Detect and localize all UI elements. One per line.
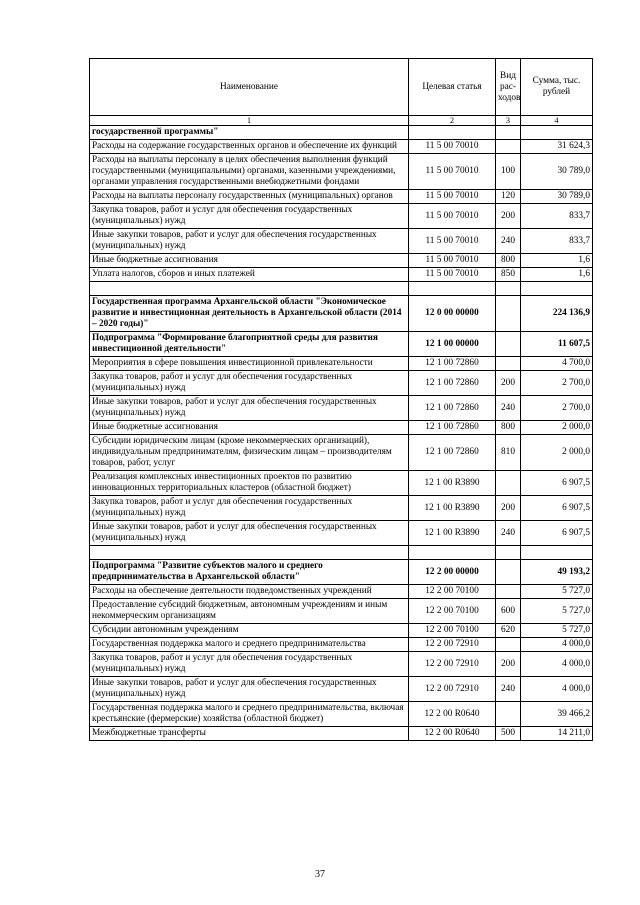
row-target-article-cell: 12 2 00 00000 [409,560,496,585]
row-sum-cell: 30 789,0 [521,154,593,190]
row-target-article-cell: 12 2 00 R0640 [409,727,496,741]
row-expense-type-cell: 600 [496,599,521,624]
row-sum-cell: 5 727,0 [521,599,593,624]
column-number: 4 [521,116,593,126]
row-name-cell: Расходы на выплаты персоналу в целях обеспечения выполнения функций государственными (муниципальными) органами, казенными учреждениями, органами управления государственными внебюджетными фондами [90,154,409,190]
row-name-cell: Субсидии автономным учреждениям [90,624,409,638]
row-sum-cell [521,126,593,140]
row-target-article-cell: 12 2 00 72910 [409,638,496,652]
row-name-cell: Мероприятия в сфере повышения инвестиционной привлекательности [90,357,409,371]
table-row [90,677,593,702]
row-sum-cell: 6 907,5 [521,496,593,521]
row-target-article-cell [409,546,496,560]
row-name-cell: Иные закупки товаров, работ и услуг для обеспечения государственных (муниципальных) нужд [90,229,409,254]
column-number-row [90,116,593,126]
table-row [90,371,593,396]
row-sum-cell: 2 000,0 [521,435,593,471]
column-number: 1 [90,116,409,126]
row-name-cell: Государственная программа Архангельской области "Экономическое развитие и инвестиционная деятельность в Архангельской области (2014 – 2020 годы)" [90,296,409,332]
row-expense-type-cell: 120 [496,190,521,204]
table-row [90,585,593,599]
row-expense-type-cell: 240 [496,229,521,254]
row-sum-cell: 4 000,0 [521,638,593,652]
row-expense-type-cell: 850 [496,268,521,282]
table-row [90,599,593,624]
page-number: 37 [315,869,325,880]
table-row [90,254,593,268]
row-name-cell: Субсидии юридическим лицам (кроме некоммерческих организаций), индивидуальным предпринимателям, физическим лицам – производителям товаров, работ, услуг [90,435,409,471]
row-name-cell: Иные бюджетные ассигнования [90,421,409,435]
table-row [90,638,593,652]
row-target-article-cell [409,282,496,296]
row-target-article-cell: 12 2 00 70100 [409,585,496,599]
row-name-cell: Межбюджетные трансферты [90,727,409,741]
table-row [90,332,593,357]
row-name-cell: Подпрограмма "Формирование благоприятной среды для развития инвестиционной деятельности" [90,332,409,357]
row-expense-type-cell: 100 [496,154,521,190]
column-number: 2 [409,116,496,126]
row-expense-type-cell [496,357,521,371]
row-target-article-cell: 12 2 00 72910 [409,677,496,702]
row-sum-cell: 4 000,0 [521,677,593,702]
row-target-article-cell [409,126,496,140]
row-expense-type-cell: 200 [496,652,521,677]
budget-table [89,58,593,741]
table-row [90,496,593,521]
row-target-article-cell: 11 5 00 70010 [409,229,496,254]
table-row [90,154,593,190]
row-sum-cell: 4 000,0 [521,652,593,677]
row-sum-cell: 5 727,0 [521,585,593,599]
row-target-article-cell: 12 2 00 72910 [409,652,496,677]
row-target-article-cell: 12 0 00 00000 [409,296,496,332]
row-sum-cell: 4 700,0 [521,357,593,371]
row-name-cell: Подпрограмма "Развитие субъектов малого и среднего предпринимательства в Архангельской области" [90,560,409,585]
row-target-article-cell: 12 1 00 72860 [409,371,496,396]
row-target-article-cell: 11 5 00 70010 [409,254,496,268]
budget-table-container [89,58,592,741]
row-name-cell: Расходы на выплаты персоналу государственных (муниципальных) органов [90,190,409,204]
row-sum-cell: 39 466,2 [521,702,593,727]
row-name-cell: Закупка товаров, работ и услуг для обеспечения государственных (муниципальных) нужд [90,204,409,229]
row-target-article-cell: 11 5 00 70010 [409,268,496,282]
table-row [90,471,593,496]
row-expense-type-cell [496,332,521,357]
row-expense-type-cell [496,296,521,332]
row-target-article-cell: 12 1 00 72860 [409,421,496,435]
row-sum-cell: 2 000,0 [521,421,593,435]
row-name-cell [90,546,409,560]
table-row [90,560,593,585]
row-expense-type-cell: 800 [496,254,521,268]
row-name-cell: Иные закупки товаров, работ и услуг для обеспечения государственных (муниципальных) нужд [90,521,409,546]
row-sum-cell [521,546,593,560]
table-row [90,268,593,282]
row-name-cell: Иные закупки товаров, работ и услуг для обеспечения государственных (муниципальных) нужд [90,396,409,421]
row-expense-type-cell [496,638,521,652]
row-name-cell: Закупка товаров, работ и услуг для обеспечения государственных (муниципальных) нужд [90,496,409,521]
row-target-article-cell: 12 1 00 00000 [409,332,496,357]
row-sum-cell: 30 789,0 [521,190,593,204]
row-name-cell [90,282,409,296]
row-target-article-cell: 11 5 00 70010 [409,204,496,229]
row-expense-type-cell: 200 [496,371,521,396]
row-expense-type-cell: 200 [496,496,521,521]
header-target-article: Целевая статья [409,59,496,116]
row-name-cell: Реализация комплексных инвестиционных проектов по развитию инновационных территориальных кластеров (областной бюджет) [90,471,409,496]
table-row [90,357,593,371]
row-expense-type-cell: 240 [496,521,521,546]
row-expense-type-cell [496,126,521,140]
row-target-article-cell: 11 5 00 70010 [409,190,496,204]
table-row [90,229,593,254]
table-row [90,421,593,435]
table-row [90,702,593,727]
row-target-article-cell: 11 5 00 70010 [409,154,496,190]
table-row [90,727,593,741]
row-sum-cell: 833,7 [521,204,593,229]
row-expense-type-cell: 500 [496,727,521,741]
row-sum-cell: 5 727,0 [521,624,593,638]
table-row [90,190,593,204]
row-sum-cell: 1,6 [521,254,593,268]
row-name-cell: Расходы на содержание государственных органов и обеспечение их функций [90,140,409,154]
row-name-cell: Предоставление субсидий бюджетным, автономным учреждениям и иным некоммерческим организациям [90,599,409,624]
row-name-cell: Расходы на обеспечение деятельности подведомственных учреждений [90,585,409,599]
row-name-cell: Государственная поддержка малого и среднего предпринимательства [90,638,409,652]
table-row [90,652,593,677]
row-expense-type-cell: 800 [496,421,521,435]
row-target-article-cell: 12 1 00 72860 [409,435,496,471]
table-row [90,140,593,154]
row-name-cell: государственной программы" [90,126,409,140]
column-number: 3 [496,116,521,126]
row-name-cell: Закупка товаров, работ и услуг для обеспечения государственных (муниципальных) нужд [90,652,409,677]
row-expense-type-cell: 810 [496,435,521,471]
row-target-article-cell: 12 1 00 R3890 [409,471,496,496]
row-sum-cell: 1,6 [521,268,593,282]
row-target-article-cell: 12 2 00 70100 [409,599,496,624]
row-expense-type-cell [496,471,521,496]
row-expense-type-cell [496,282,521,296]
row-expense-type-cell [496,585,521,599]
row-sum-cell: 2 700,0 [521,396,593,421]
header-sum: Сумма, тыс. рублей [521,59,593,116]
row-expense-type-cell [496,140,521,154]
row-name-cell: Иные закупки товаров, работ и услуг для обеспечения государственных (муниципальных) нужд [90,677,409,702]
row-target-article-cell: 12 2 00 R0640 [409,702,496,727]
row-target-article-cell: 12 1 00 72860 [409,396,496,421]
row-sum-cell: 6 907,5 [521,471,593,496]
header-name: Наименование [90,59,409,116]
row-target-article-cell: 12 1 00 R3890 [409,496,496,521]
row-sum-cell: 31 624,3 [521,140,593,154]
table-row [90,624,593,638]
row-expense-type-cell: 240 [496,677,521,702]
row-expense-type-cell [496,702,521,727]
row-sum-cell: 6 907,5 [521,521,593,546]
table-row [90,521,593,546]
row-name-cell: Государственная поддержка малого и среднего предпринимательства, включая крестьянские (фермерские) хозяйства (областной бюджет) [90,702,409,727]
row-target-article-cell: 11 5 00 70010 [409,140,496,154]
header-expense-type: Вид рас-ходов [496,59,521,116]
row-name-cell: Уплата налогов, сборов и иных платежей [90,268,409,282]
row-expense-type-cell: 240 [496,396,521,421]
row-name-cell: Закупка товаров, работ и услуг для обеспечения государственных (муниципальных) нужд [90,371,409,396]
table-row [90,396,593,421]
row-name-cell: Иные бюджетные ассигнования [90,254,409,268]
table-row [90,546,593,560]
row-sum-cell: 833,7 [521,229,593,254]
row-sum-cell: 49 193,2 [521,560,593,585]
row-sum-cell: 14 211,0 [521,727,593,741]
table-row [90,126,593,140]
row-target-article-cell: 12 1 00 72860 [409,357,496,371]
row-expense-type-cell: 200 [496,204,521,229]
table-header-row [90,59,593,116]
table-row [90,282,593,296]
row-sum-cell [521,282,593,296]
row-target-article-cell: 12 2 00 70100 [409,624,496,638]
row-target-article-cell: 12 1 00 R3890 [409,521,496,546]
table-row [90,435,593,471]
row-expense-type-cell: 620 [496,624,521,638]
table-row [90,296,593,332]
row-sum-cell: 2 700,0 [521,371,593,396]
table-row [90,204,593,229]
row-expense-type-cell [496,546,521,560]
row-sum-cell: 11 607,5 [521,332,593,357]
row-sum-cell: 224 136,9 [521,296,593,332]
row-expense-type-cell [496,560,521,585]
